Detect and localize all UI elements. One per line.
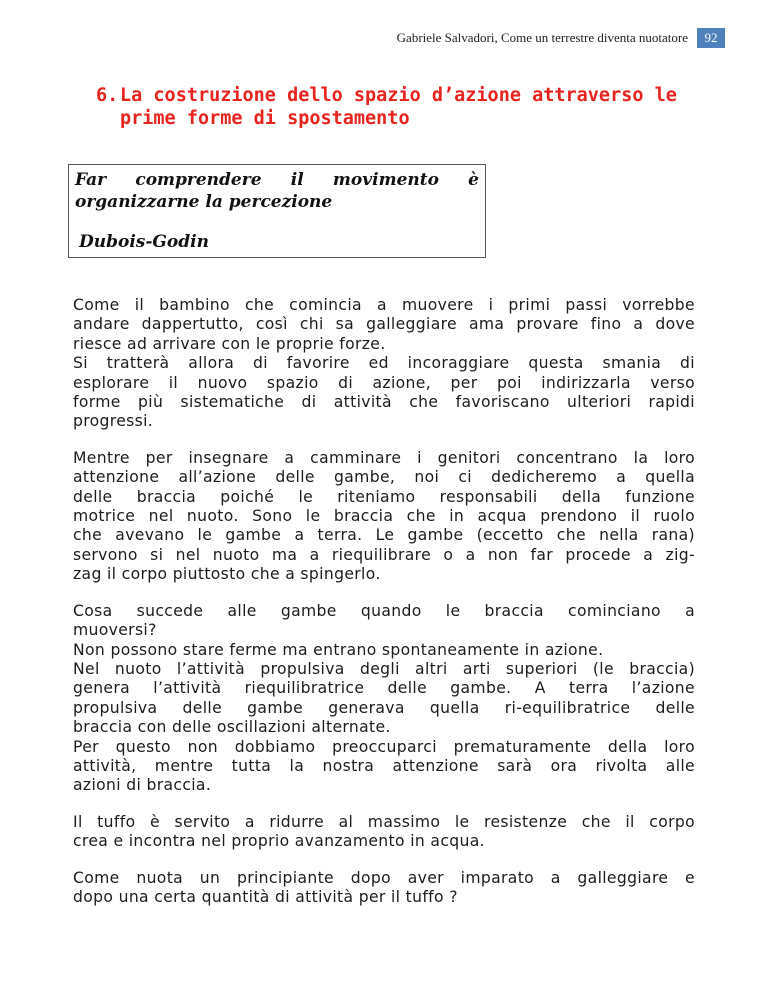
paragraph <box>73 813 695 852</box>
paragraph-line: esplorare il nuovo spazio di azione, per poi indirizzarla verso <box>73 373 695 392</box>
section-heading <box>96 84 696 130</box>
paragraph-line: andare dappertutto, così chi sa galleggiare ama provare fino a dove <box>73 315 695 334</box>
paragraph-line: progressi. <box>73 412 154 431</box>
epigraph-line-1: Far comprendere il movimento è <box>75 170 479 190</box>
paragraph-line: motrice nel nuoto. Sono le braccia che in acqua prendono il ruolo <box>73 507 695 526</box>
paragraph-line: Non possono stare ferme ma entrano spontaneamente in azione. <box>73 640 604 659</box>
paragraph <box>73 449 695 585</box>
page-number-badge: 92 <box>697 28 725 48</box>
paragraph <box>73 296 695 432</box>
paragraph-line: Cosa succede alle gambe quando le braccia cominciano a <box>73 601 695 620</box>
paragraph-line: Il tuffo è servito a ridurre al massimo le resistenze che il corpo <box>73 812 695 831</box>
paragraph-line: Per questo non dobbiamo preoccuparci prematuramente della loro <box>73 737 695 756</box>
paragraph-line: Come nuota un principiante dopo aver imparato a galleggiare e <box>73 868 695 887</box>
section-number: 6. <box>96 85 119 106</box>
epigraph-text <box>75 169 479 213</box>
paragraph-line: riesce ad arrivare con le proprie forze. <box>73 334 386 353</box>
paragraph <box>73 869 695 908</box>
epigraph-author: Dubois-Godin <box>79 232 209 252</box>
running-header: Gabriele Salvadori, Come un terrestre diventa nuotatore <box>396 30 688 45</box>
paragraph-line: azioni di braccia. <box>73 776 212 795</box>
paragraph-line: attività, mentre tutta la nostra attenzione sarà ora rivolta alle <box>73 756 695 775</box>
section-heading-line-1 <box>96 84 696 107</box>
epigraph-line-2: organizzarne la percezione <box>75 192 333 212</box>
paragraph-line: propulsiva delle gambe generava quella ri-equilibratrice delle <box>73 698 695 717</box>
paragraph-line: genera l’attività riequilibratrice delle gambe. A terra l’azione <box>73 679 695 698</box>
paragraph-line: che avevano le gambe a terra. Le gambe (eccetto che nella rana) <box>73 526 695 545</box>
paragraph-line: crea e incontra nel proprio avanzamento in acqua. <box>73 832 485 851</box>
paragraph-line: braccia con delle oscillazioni alternate. <box>73 718 391 737</box>
paragraph-line: servono si nel nuoto ma a riequilibrare o a non far procede a zig- <box>73 545 695 564</box>
paragraph-line: Nel nuoto l’attività propulsiva degli altri arti superiori (le braccia) <box>73 659 695 678</box>
body-text <box>73 296 695 924</box>
paragraph-line: dopo una certa quantità di attività per il tuffo ? <box>73 887 458 906</box>
paragraph-line: attenzione all’azione delle gambe, noi ci dedicheremo a quella <box>73 468 695 487</box>
paragraph <box>73 602 695 796</box>
paragraph-line: zag il corpo piuttosto che a spingerlo. <box>73 565 381 584</box>
epigraph-box <box>68 164 486 258</box>
paragraph-line: Si tratterà allora di favorire ed incoraggiare questa smania di <box>73 354 695 373</box>
section-title-line-2: prime forme di spostamento <box>120 108 410 129</box>
paragraph-line: forme più sistematiche di attività che favoriscano ulteriori rapidi <box>73 393 695 412</box>
paragraph-line: delle braccia poiché le riteniamo responsabili della funzione <box>73 487 695 506</box>
paragraph-line: muoversi? <box>73 621 157 640</box>
section-title-line-1: La costruzione dello spazio d’azione attraverso le <box>120 85 677 106</box>
paragraph-line: Mentre per insegnare a camminare i genitori concentrano la loro <box>73 448 695 467</box>
paragraph-line: Come il bambino che comincia a muovere i primi passi vorrebbe <box>73 296 695 314</box>
